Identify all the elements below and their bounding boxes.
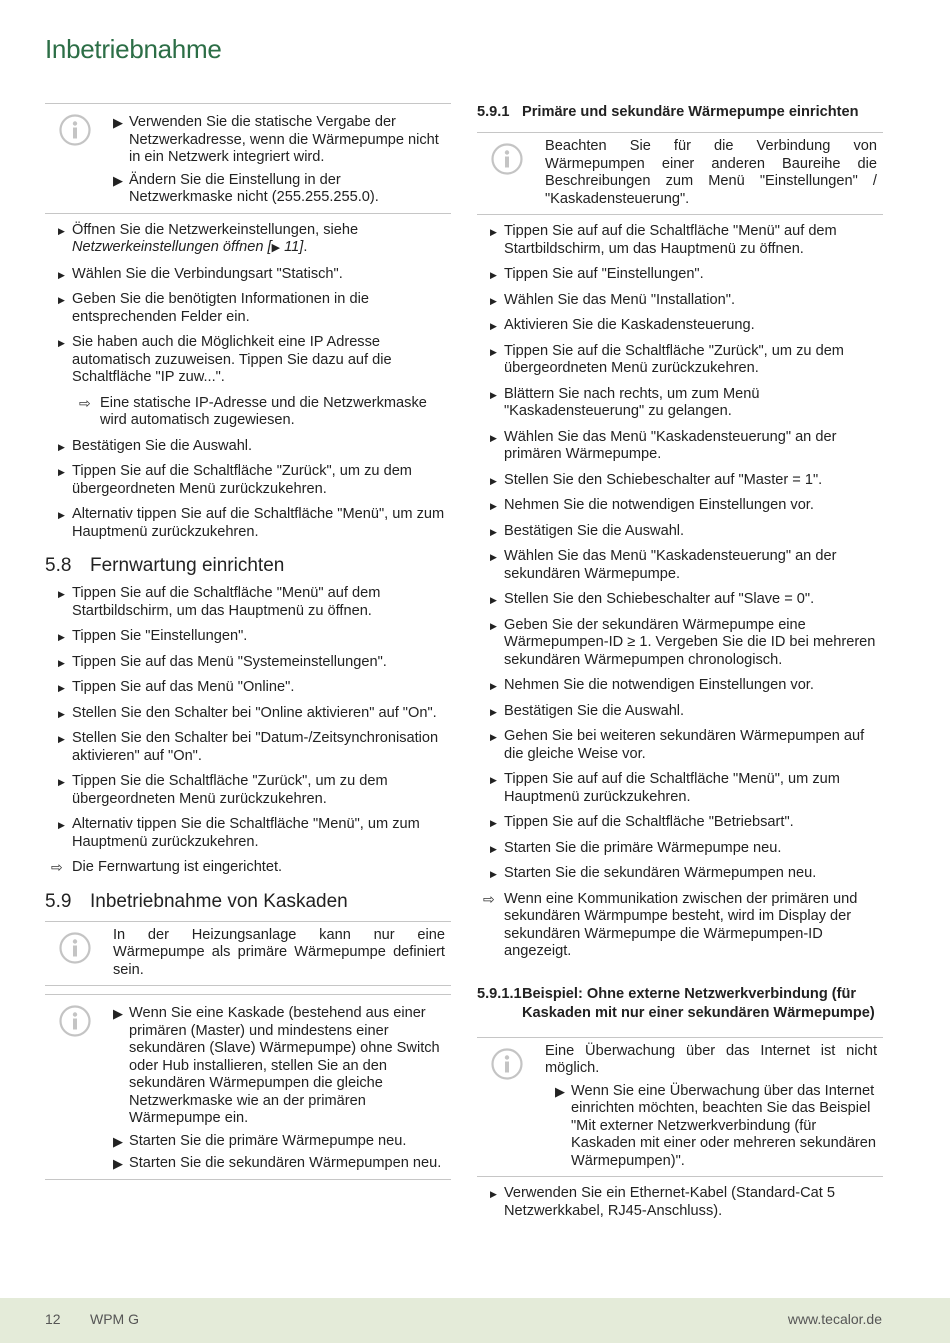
step-item: ▶ Tippen Sie "Einstellungen". [45, 628, 451, 646]
bullet-icon: ▶ [58, 467, 65, 477]
bullet-icon: ▶ [58, 510, 65, 520]
bullet-icon: ▶ [58, 820, 65, 830]
bullet-icon: ▶ [490, 270, 497, 280]
step-item: ▶ Verwenden Sie ein Ethernet-Kabel (Standard-Cat 5 Netzwerkkabel, RJ45-Anschluss). [490, 1185, 835, 1219]
document-name: WPM G [90, 1311, 139, 1327]
step-item: ▶ Tippen Sie auf das Menü "Online". [45, 679, 451, 697]
step-item: ▶ Tippen Sie die Schaltfläche "Zurück", um zu dem übergeordneten Menü zurückzukehren. [58, 773, 388, 807]
bullet-icon: ▶ [490, 732, 497, 742]
notice-item: ▶ Starten Sie die primäre Wärmepumpe neu. [113, 1132, 407, 1149]
bullet-icon: ▶ [490, 681, 497, 691]
website-link[interactable]: www.tecalor.de [787, 1311, 882, 1327]
bullet-icon: ▶ [490, 321, 497, 331]
step-item: ▶ Wählen Sie die Verbindungsart "Statisch". [45, 266, 451, 284]
section-heading: 5.8 Fernwartung einrichten [45, 555, 285, 576]
page-arrow-icon: ▶ [271, 242, 281, 254]
bullet-icon: ▶ [490, 346, 497, 357]
bullet-icon: ▶ [490, 818, 497, 828]
result-arrow-icon: ⇨ [483, 890, 495, 907]
step-item: ▶ Nehmen Sie die notwendigen Einstellungen vor. [477, 497, 883, 515]
bullet-icon: ▶ [490, 526, 497, 537]
triangle-icon: ▶ [555, 1083, 565, 1099]
step-item: ▶ Nehmen Sie die notwendigen Einstellungen vor. [477, 677, 883, 695]
page-number: 12 [45, 1311, 61, 1327]
bullet-icon: ▶ [58, 338, 65, 348]
step-item: ▶ Gehen Sie bei weiteren sekundären Wärmepumpen auf die gleiche Weise vor. [490, 728, 865, 762]
bullet-icon: ▶ [58, 632, 65, 642]
bullet-icon: ▶ [58, 589, 65, 599]
step-item: ▶ Öffnen Sie die Netzwerkeinstellungen, siehe Netzwerkeinstellungen öffnen [▶ 11]. [58, 221, 359, 255]
notice-item: ▶ Wenn Sie eine Überwachung über das Internet einrichten möchten, beachten Sie das Beispiel "Mit externer Netzwerkverbindung (für Kaskaden mit einer oder mehreren sekundären Wärmepumpen)". [555, 1082, 877, 1169]
step-item: ▶ Wählen Sie das Menü "Installation". [477, 292, 883, 310]
subsubsection-heading: 5.9.1.1 Beispiel: Ohne externe Netzwerkverbindung (für Kaskaden mit nur einer sekundären Wärmepumpe) [477, 985, 875, 1021]
step-item: ▶ Alternativ tippen Sie die Schaltfläche "Menü", um zum Hauptmenü zurückzukehren. [58, 816, 420, 850]
info-icon [59, 114, 91, 146]
bullet-icon: ▶ [490, 775, 497, 785]
info-notice [477, 132, 883, 215]
page-title: Inbetriebnahme [45, 34, 222, 64]
step-item: ▶ Stellen Sie den Schalter bei "Online aktivieren" auf "On". [45, 705, 451, 723]
step-item: ▶ Aktivieren Sie die Kaskadensteuerung. [477, 317, 883, 335]
bullet-icon: ▶ [490, 843, 497, 854]
result-item: ⇨ Wenn eine Kommunikation zwischen der primären und sekundären Wärmpumpe besteht, wird im Display der sekundären Wärmepumpe die Wärmepumpen-ID angezeigt. [483, 890, 858, 959]
bullet-icon: ▶ [58, 225, 65, 236]
bullet-icon: ▶ [490, 501, 497, 511]
info-notice [45, 994, 451, 1180]
bullet-icon: ▶ [58, 777, 65, 787]
step-item: ▶ Tippen Sie auf die Schaltfläche "Menü" auf dem Startbildschirm, um das Hauptmenü zu öffnen. [58, 585, 381, 619]
bullet-icon: ▶ [490, 706, 497, 717]
subsection-heading: 5.9.1 Primäre und sekundäre Wärmepumpe einrichten [477, 104, 859, 120]
info-notice [45, 921, 451, 987]
step-item: ▶ Geben Sie die benötigten Informationen in die entsprechenden Felder ein. [58, 291, 369, 325]
notice-item: ▶ Starten Sie die sekundären Wärmepumpen neu. [113, 1155, 442, 1171]
info-icon [491, 143, 523, 175]
step-item: ▶ Bestätigen Sie die Auswahl. [477, 703, 883, 721]
step-item: ▶ Starten Sie die primäre Wärmepumpe neu. [477, 840, 883, 858]
notice-item: ▶ Verwenden Sie die statische Vergabe der Netzwerkadresse, wenn die Wärmepumpe nicht in ein Netzwerk integriert wird. [113, 114, 439, 165]
bullet-icon: ▶ [490, 227, 497, 237]
triangle-icon: ▶ [113, 1133, 123, 1149]
step-item: ▶ Tippen Sie auf "Einstellungen". [477, 266, 883, 284]
step-item: ▶ Tippen Sie auf die Schaltfläche "Zurück", um zu dem übergeordneten Menü zurückzukehren. [490, 342, 844, 376]
info-notice [45, 103, 451, 214]
section-heading: 5.9 Inbetriebnahme von Kaskaden [45, 890, 348, 912]
bullet-icon: ▶ [58, 441, 65, 452]
step-item: ▶ Wählen Sie das Menü "Kaskadensteuerung" an der primären Wärmepumpe. [490, 428, 837, 462]
step-item: ▶ Bestätigen Sie die Auswahl. [45, 438, 451, 456]
bullet-icon: ▶ [490, 552, 497, 562]
triangle-icon: ▶ [113, 172, 123, 188]
result-item: ⇨ Eine statische IP-Adresse und die Netzwerkmaske wird automatisch zugewiesen. [79, 394, 427, 428]
step-item: ▶ Bestätigen Sie die Auswahl. [477, 523, 883, 541]
info-icon [59, 932, 91, 964]
bullet-icon: ▶ [58, 657, 65, 668]
step-item: ▶ Tippen Sie auf auf die Schaltfläche "Menü" auf dem Startbildschirm, um das Hauptmenü zu öffnen. [490, 223, 837, 257]
bullet-icon: ▶ [490, 1189, 497, 1199]
bullet-icon: ▶ [58, 269, 65, 280]
step-item: ▶ Blättern Sie nach rechts, um zum Menü "Kaskadensteuerung" zu gelangen. [490, 385, 760, 419]
bullet-icon: ▶ [490, 389, 497, 400]
triangle-icon: ▶ [113, 115, 123, 130]
right-column [477, 103, 883, 1228]
step-item: ▶ Stellen Sie den Schiebeschalter auf "Slave = 0". [477, 591, 883, 609]
bullet-icon: ▶ [58, 708, 65, 719]
bullet-icon: ▶ [490, 295, 497, 306]
step-item: ▶ Tippen Sie auf auf die Schaltfläche "Menü", um zum Hauptmenü zurückzukehren. [490, 771, 840, 805]
bullet-icon: ▶ [490, 620, 497, 631]
result-arrow-icon: ⇨ [79, 394, 91, 411]
cross-reference-link[interactable]: Netzwerkeinstellungen öffnen [▶ 11] [72, 239, 304, 255]
info-notice [477, 1037, 883, 1178]
result-item: ⇨ Die Fernwartung ist eingerichtet. [51, 859, 283, 875]
bullet-icon: ▶ [58, 734, 65, 744]
bullet-icon: ▶ [490, 595, 497, 605]
notice-item: ▶ Wenn Sie eine Kaskade (bestehend aus einer primären (Master) und mindestens einer sekundären (Slave) Wärmepumpe) ohne Switch oder Hub installieren, stellen Sie an den sekundären Wärmepumpen die gleiche Netzwerkmaske wie an der primären Wärmepumpe ein. [113, 1005, 440, 1126]
notice-item: ▶ Ändern Sie die Einstellung in der Netzwerkmaske nicht (255.255.255.0). [113, 171, 379, 205]
page-footer [0, 1298, 950, 1343]
bullet-icon: ▶ [490, 432, 497, 443]
bullet-icon: ▶ [490, 475, 497, 486]
step-item: ▶ Geben Sie der sekundären Wärmepumpe eine Wärmepumpen-ID ≥ 1. Vergeben Sie die ID bei mehreren sekundären Wärmepumpen chronologisch. [490, 616, 876, 668]
step-item: ▶ Starten Sie die sekundären Wärmepumpen neu. [477, 865, 883, 883]
notice-text: Eine Überwachung über das Internet ist nicht möglich. [545, 1042, 877, 1076]
triangle-icon: ▶ [113, 1156, 123, 1171]
step-item: ▶ Tippen Sie auf die Schaltfläche "Betriebsart". [477, 814, 883, 832]
info-icon [491, 1048, 523, 1080]
step-item: ▶ Wählen Sie das Menü "Kaskadensteuerung" an der sekundären Wärmepumpe. [490, 548, 837, 582]
step-item: ▶ Stellen Sie den Schalter bei "Datum-/Zeitsynchronisation aktivieren" auf "On". [58, 730, 439, 764]
step-item: ▶ Stellen Sie den Schiebeschalter auf "Master = 1". [477, 472, 883, 490]
step-item: ▶ Alternativ tippen Sie auf die Schaltfläche "Menü", um zum Hauptmenü zurückzukehren. [58, 506, 445, 540]
info-icon [59, 1005, 91, 1037]
bullet-icon: ▶ [490, 869, 497, 879]
step-item: ▶ Sie haben auch die Möglichkeit eine IP Adresse automatisch zuzuweisen. Tippen Sie dazu auf die Schaltfläche "IP zuw...". [58, 334, 392, 385]
result-arrow-icon: ⇨ [51, 859, 63, 875]
notice-text: In der Heizungsanlage kann nur eine Wärmepumpe als primäre Wärmepumpe definiert sein. [113, 926, 445, 978]
left-column [45, 103, 451, 1188]
bullet-icon: ▶ [58, 295, 65, 305]
bullet-icon: ▶ [58, 683, 65, 693]
triangle-icon: ▶ [113, 1006, 123, 1021]
notice-text: Beachten Sie für die Verbindung von Wärmepumpen einer anderen Baureihe die Beschreibungen zum Menü "Einstellungen" / "Kaskadensteuerung". [545, 138, 877, 207]
step-item: ▶ Tippen Sie auf die Schaltfläche "Zurück", um zu dem übergeordneten Menü zurückzukehren. [58, 463, 412, 497]
step-item: ▶ Tippen Sie auf das Menü "Systemeinstellungen". [45, 654, 451, 672]
